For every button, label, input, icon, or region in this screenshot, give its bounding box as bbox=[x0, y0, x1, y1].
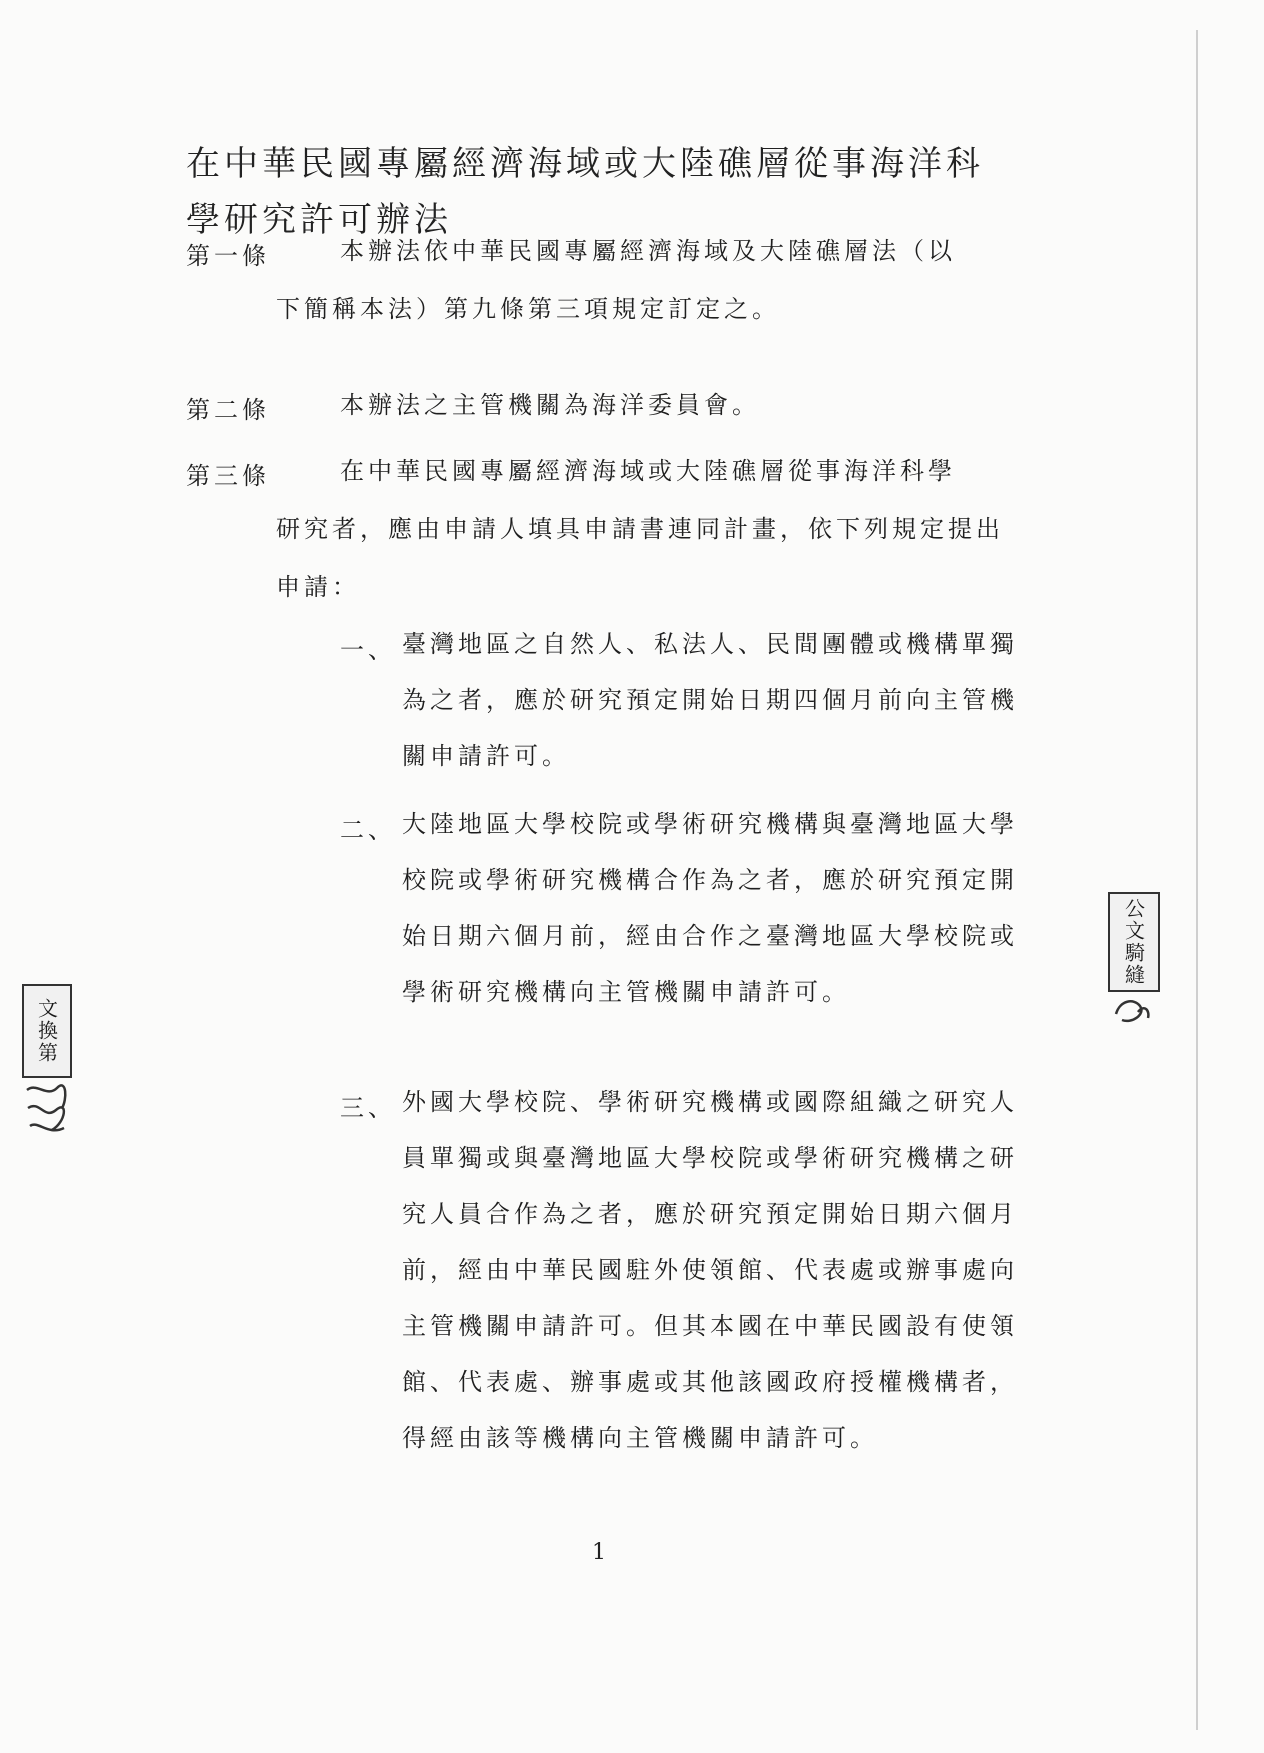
page-edge-line bbox=[1196, 30, 1198, 1730]
article-2-text bbox=[276, 376, 1016, 434]
document-title: 在中華民國專屬經濟海域或大陸礁層從事海洋科學研究許可辦法 bbox=[186, 144, 984, 240]
item-2-number: 二、 bbox=[340, 816, 396, 844]
left-seal-signature bbox=[22, 1080, 72, 1140]
article-1-label: 第一條 bbox=[186, 242, 270, 270]
right-seal-stamp: 公文騎縫 bbox=[1108, 892, 1160, 992]
item-3-number: 三、 bbox=[340, 1094, 396, 1122]
item-3-text: 外國大學校院、學術研究機構或國際組織之研究人員單獨或與臺灣地區大學校院或學術研究機構之研究人員合作為之者，應於研究預定開始日期六個月前，經由中華民國駐外使領館、代表處或辦事處向主管機關申請許可。但其本國在中華民國設有使領館、代表處、辦事處或其他該國政府授權機構者，得經由該等機構向主管機關申請許可。 bbox=[402, 1088, 1018, 1452]
item-2-text: 大陸地區大學校院或學術研究機構與臺灣地區大學校院或學術研究機構合作為之者，應於研究預定開始日期六個月前，經由合作之臺灣地區大學校院或學術研究機構向主管機關申請許可。 bbox=[402, 810, 1018, 1006]
article-2-first-line: 本辦法之主管機關為海洋委員會。 bbox=[340, 391, 760, 419]
article-3-rest: 研究者，應由申請人填具申請書連同計畫，依下列規定提出申請： bbox=[276, 515, 1004, 601]
article-3-text bbox=[276, 442, 1016, 616]
item-1-text: 臺灣地區之自然人、私法人、民間團體或機構單獨為之者，應於研究預定開始日期四個月前向主管機關申請許可。 bbox=[402, 630, 1018, 770]
article-3-first-line: 在中華民國專屬經濟海域或大陸礁層從事海洋科學 bbox=[340, 457, 956, 485]
article-1-text bbox=[276, 222, 1016, 338]
right-seal-signature bbox=[1110, 994, 1156, 1028]
article-2-label: 第二條 bbox=[186, 396, 270, 424]
article-3-label: 第三條 bbox=[186, 462, 270, 490]
item-1-number: 一、 bbox=[340, 636, 396, 664]
article-1-rest: 下簡稱本法）第九條第三項規定訂定之。 bbox=[276, 295, 780, 323]
left-seal-stamp: 文換第 bbox=[22, 984, 72, 1078]
page-number: 1 bbox=[592, 1540, 606, 1565]
article-1-first-line: 本辦法依中華民國專屬經濟海域及大陸礁層法（以 bbox=[340, 237, 956, 265]
